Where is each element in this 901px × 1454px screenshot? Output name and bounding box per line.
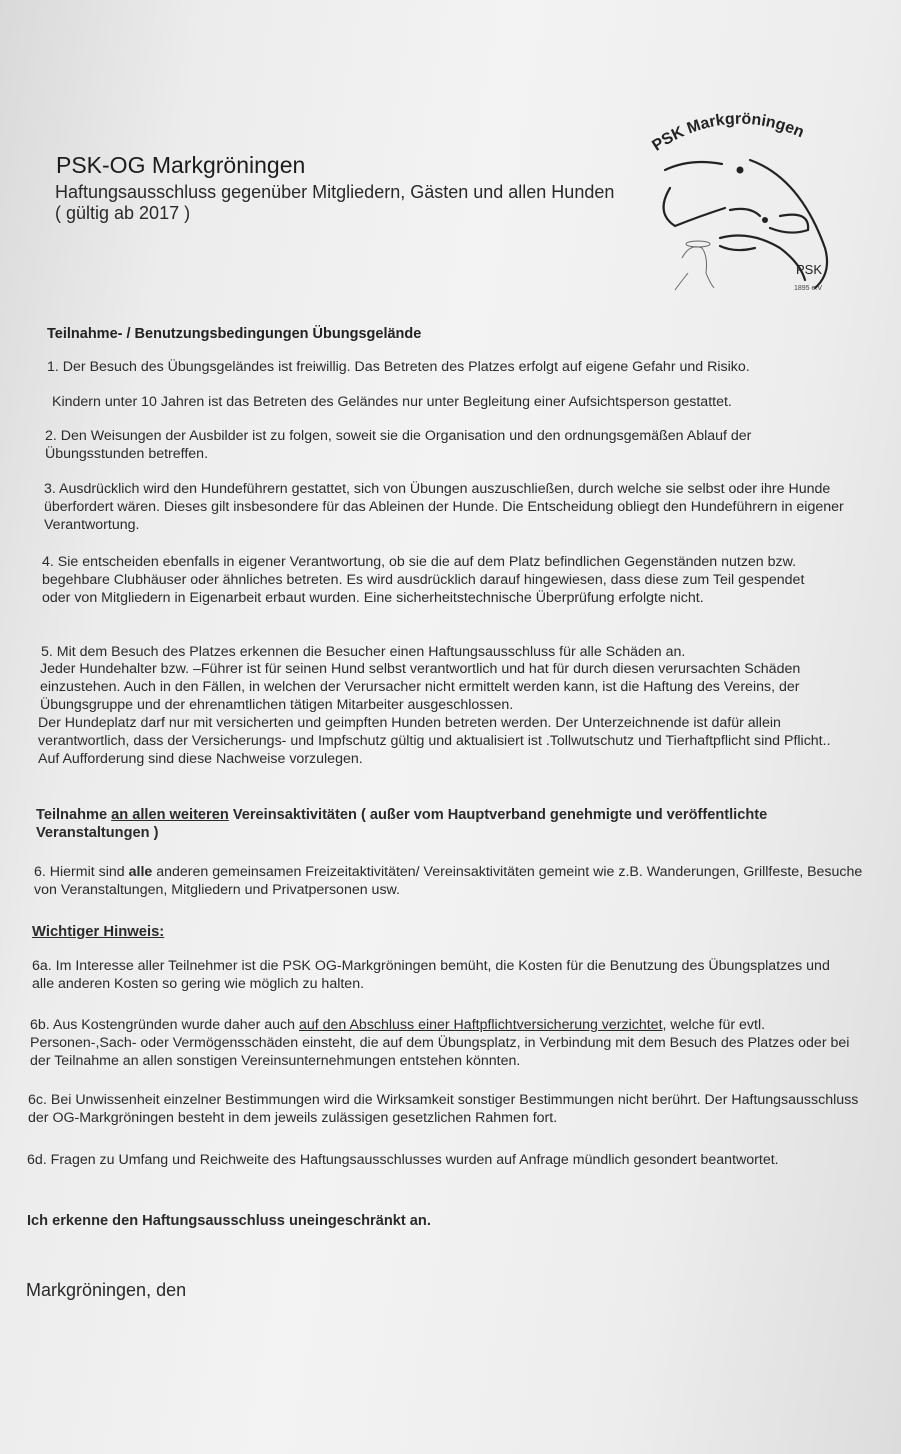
- paragraph-6-b: anderen gemeinsamen Freizeitaktivitäten/ Vereinsaktivitäten gemeint wie z.B. Wanderungen, Grillfeste, Besuche von Veranstaltungen, Mitgliedern und Privatpersonen usw.: [34, 864, 863, 898]
- paragraph-6c: 6c. Bei Unwissenheit einzelner Bestimmungen wird die Wirksamkeit sonstiger Bestimmungen nicht berührt. Der Haftungsausschluss der OG-Markgröningen besteht in dem jeweils zulässigen gesetzlichen Rahmen fort.: [28, 1092, 859, 1126]
- page-subtitle: Haftungsausschluss gegenüber Mitgliedern, Gästen und allen Hunden ( gültig ab 2017 ): [55, 182, 615, 223]
- paragraph-5b: Jeder Hundehalter bzw. –Führer ist für seinen Hund selbst verantwortlich und hat für durch diesen verursachten Schäden einzustehen. Auch in den Fällen, in welchen der Verursacher nicht ermittelt werden kann, ist die Haftung des Vereins, der Übungsgruppe und der ehrenamtlichen tätigen Mitarbeiter ausgeschlossen.: [40, 661, 801, 713]
- paragraph-6-bold: alle: [128, 864, 153, 880]
- logo-badge-text: PSK: [796, 262, 823, 277]
- paragraph-5c: Der Hundeplatz darf nur mit versicherten und geimpften Hunden betreten werden. Der Unterzeichnende ist dafür allein verantwortlich, dass der Versicherungs- und Impfschutz gültig und aktualisiert ist .Tollwutschutz und Tierhaftpflicht sind Pflicht.. Auf Aufforderung sind diese Nachweise vorzulegen.: [38, 715, 831, 767]
- signature-place-date: Markgröningen, den: [26, 1280, 187, 1300]
- section2-heading: [36, 807, 866, 843]
- logo-arc-textpath: PSK Markgröningen: [649, 110, 807, 155]
- section1-heading: Teilnahme- / Benutzungsbedingungen Übungsgelände: [47, 326, 422, 342]
- paragraph-6a: 6a. Im Interesse aller Teilnehmer ist die PSK OG-Markgröningen bemüht, die Kosten für die Benutzung des Übungsplatzes und alle anderen Kosten so gering wie möglich zu halten.: [32, 958, 830, 992]
- paragraph-6b-a: 6b. Aus Kostengründen wurde daher auch: [30, 1017, 299, 1033]
- paragraph-2: 2. Den Weisungen der Ausbilder ist zu folgen, soweit sie die Organisation und den ordnungsgemäßen Ablauf der Übungsstunden betreffen.: [45, 428, 752, 462]
- paragraph-1b: Kindern unter 10 Jahren ist das Betreten des Geländes nur unter Begleitung einer Aufsichtsperson gestattet.: [52, 394, 732, 410]
- logo-arc-text: [649, 111, 806, 155]
- logo-year-text: 1895 e.V: [794, 285, 823, 292]
- paragraph-6b: [30, 1017, 865, 1070]
- section2-heading-a: Teilnahme: [36, 807, 112, 823]
- paragraph-6: [34, 864, 864, 900]
- paragraph-4: 4. Sie entscheiden ebenfalls in eigener Verantwortung, ob sie die auf dem Platz befindlichen Gegenständen nutzen bzw. begehbare Clubhäuser oder ähnliches betreten. Es wird ausdrücklich darauf hingewiesen, dass diese zum Teil gespendet oder von Mitgliedern in Eigenarbeit erbaut wurden. Eine sicherheitstechnische Überprüfung erfolgte nicht.: [42, 554, 805, 606]
- dog-head-logo-icon: [640, 98, 850, 303]
- paragraph-1: 1. Der Besuch des Übungsgeländes ist freiwillig. Das Betreten des Platzes erfolgt auf eigene Gefahr und Risiko.: [47, 359, 750, 375]
- closing-statement: Ich erkenne den Haftungsausschluss uneingeschränkt an.: [27, 1213, 431, 1229]
- notice-heading: Wichtiger Hinweis:: [32, 924, 165, 940]
- paragraph-6-a: 6. Hiermit sind: [34, 864, 129, 880]
- paragraph-6b-b: , welche für evtl. Personen-,Sach- oder Vermögensschäden einsteht, die auf dem Übungsplatz, in Verbindung mit dem Besuch des Platzes oder bei der Teilnahme an allen sonstigen Vereinsunternehmungen entstehen könnten.: [30, 1017, 850, 1069]
- paragraph-5a: 5. Mit dem Besuch des Platzes erkennen die Besucher einen Haftungsausschluss für alle Schäden an.: [41, 644, 686, 660]
- section2-heading-underlined: an allen weiteren: [111, 807, 229, 823]
- club-logo: [640, 98, 850, 303]
- page-title: PSK-OG Markgröningen: [56, 152, 306, 178]
- section2-heading-b: Vereinsaktivitäten ( außer vom Hauptverband genehmigte und veröffentlichte Veranstaltungen ): [36, 807, 768, 841]
- paragraph-6b-underlined: auf den Abschluss einer Haftpflichtversicherung verzichtet: [298, 1017, 663, 1033]
- paragraph-6d: 6d. Fragen zu Umfang und Reichweite des Haftungsausschlusses wurden auf Anfrage mündlich gesondert beantwortet.: [27, 1152, 779, 1168]
- paragraph-3: 3. Ausdrücklich wird den Hundeführern gestattet, sich von Übungen auszuschließen, durch welche sie selbst oder ihre Hunde überfordert wären. Dieses gilt insbesondere für das Ableinen der Hunde. Die Entscheidung obliegt den Hundeführern in eigener Verantwortung.: [44, 481, 844, 533]
